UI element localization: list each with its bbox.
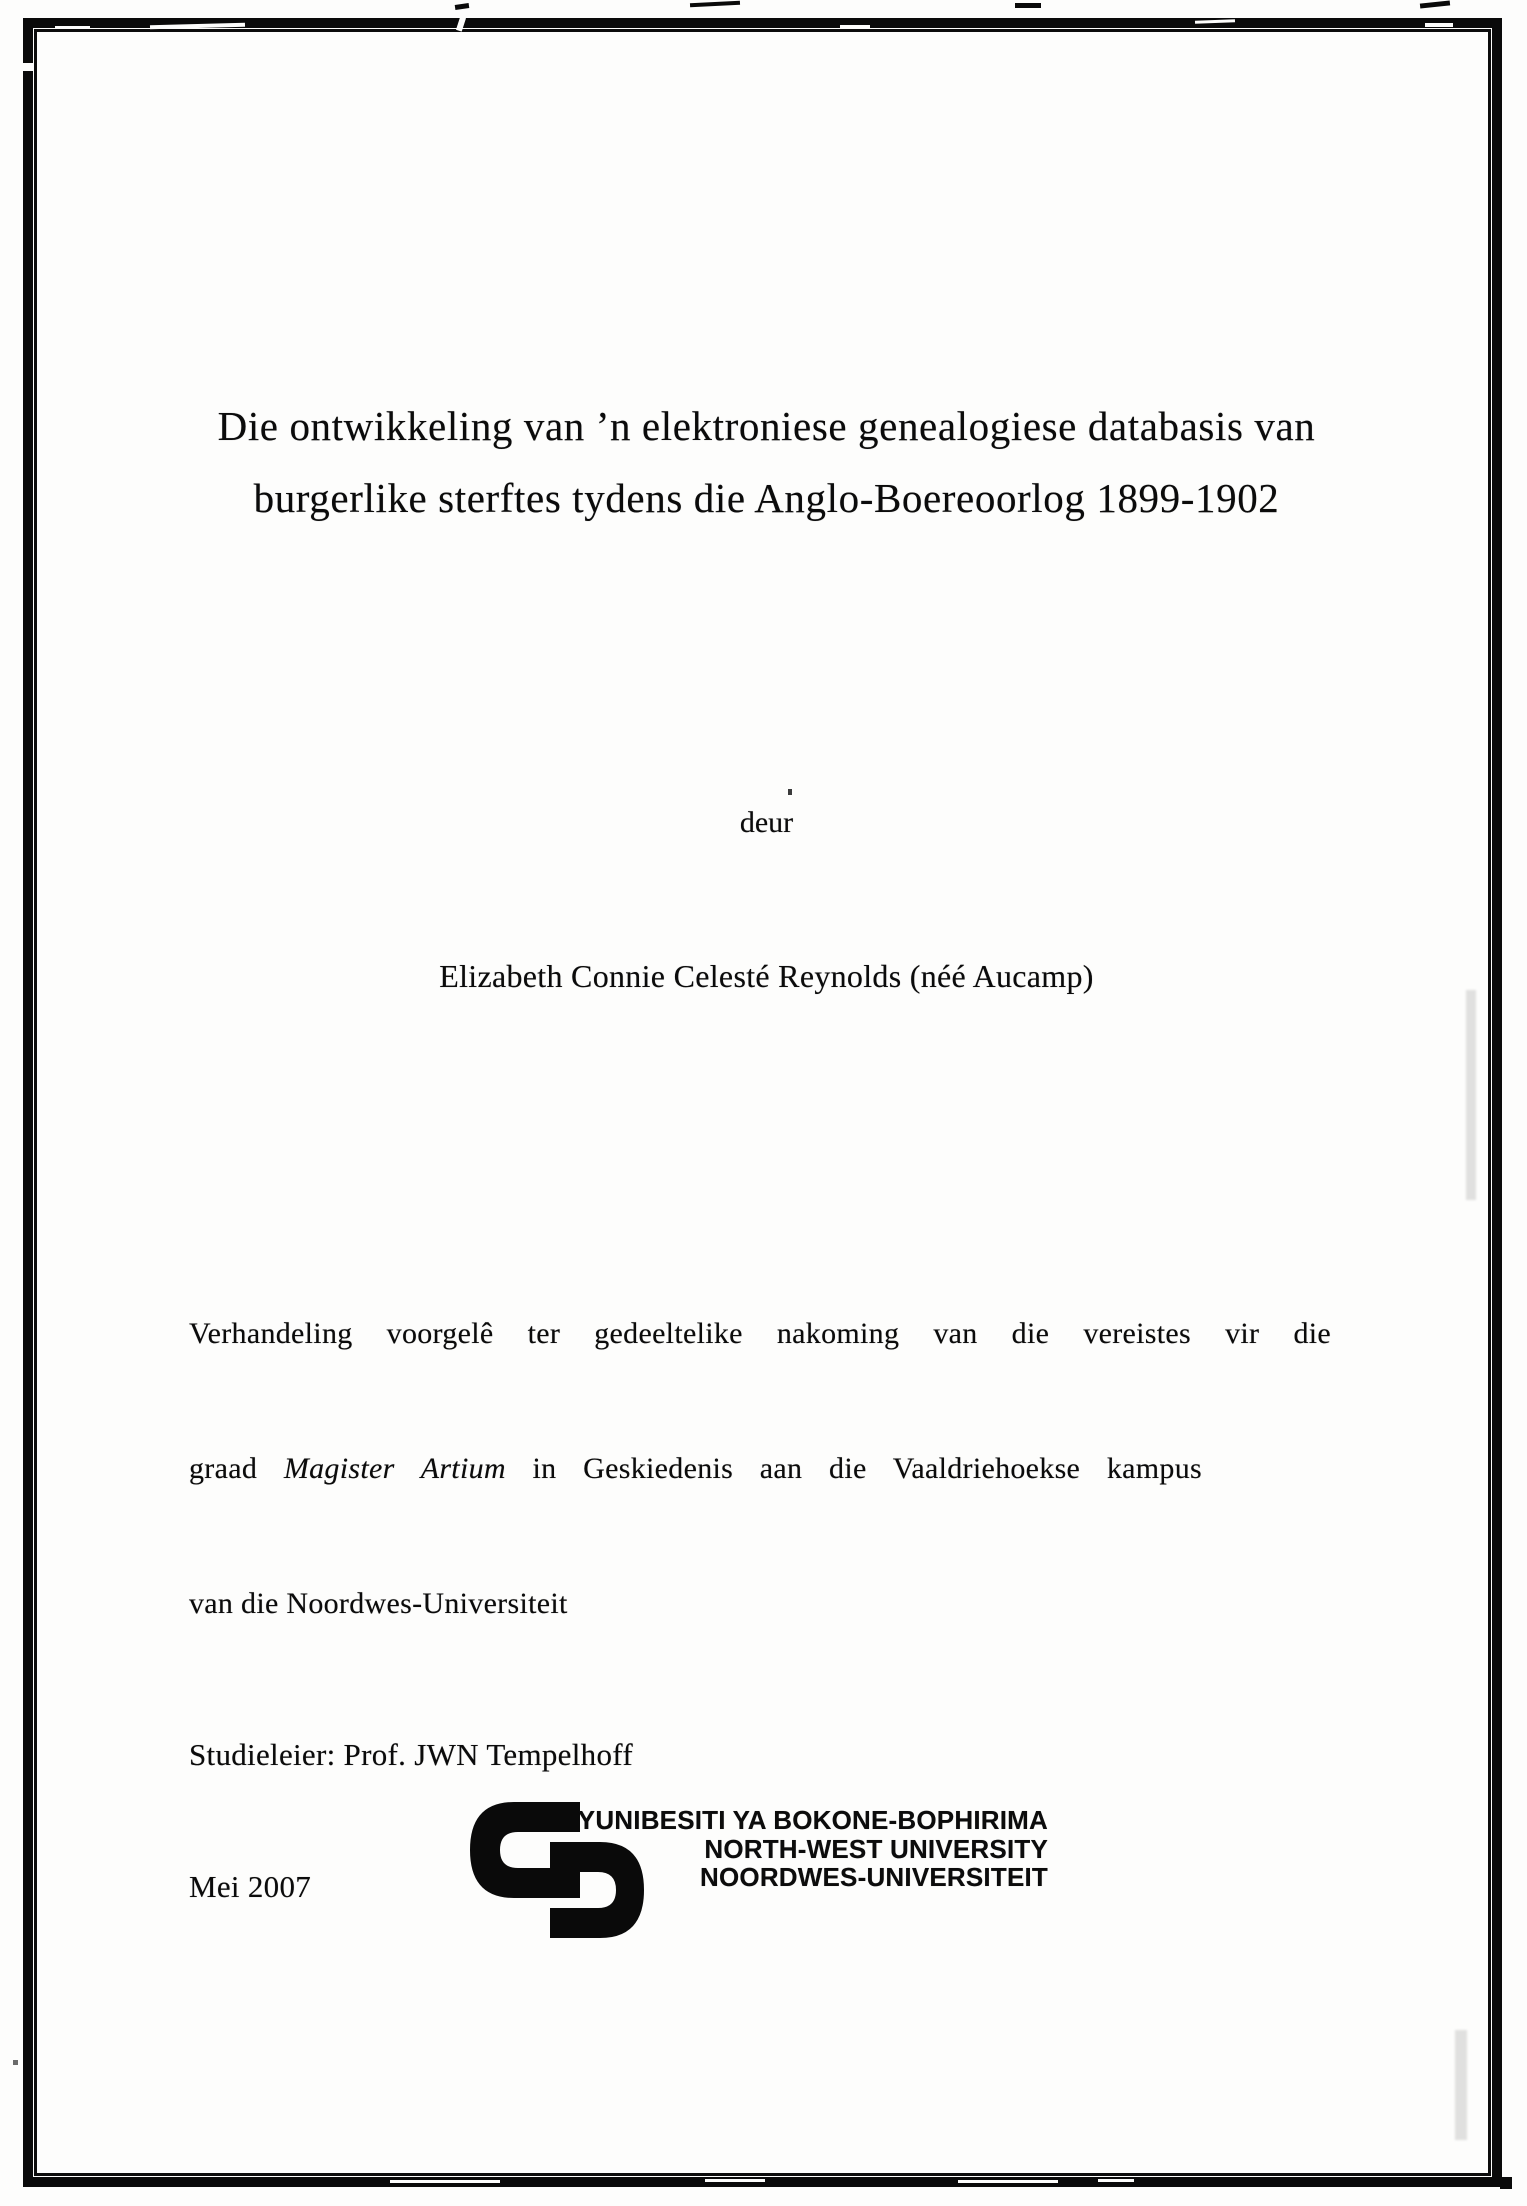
- scan-artifact: [1098, 2179, 1134, 2182]
- scan-artifact: [958, 2180, 1058, 2183]
- scan-artifact: [1466, 990, 1476, 1200]
- scan-artifact: [13, 2060, 18, 2065]
- thesis-statement-line-1: Verhandeling voorgelê ter gedeeltelike nakoming van die vereistes vir die: [189, 1317, 1331, 1350]
- scan-artifact: [23, 63, 33, 71]
- supervisor-label: Studieleier: Prof. JWN Tempelhoff: [189, 1737, 633, 1772]
- scan-artifact: [788, 789, 792, 795]
- scan-artifact: [55, 26, 90, 29]
- date-label: Mei 2007: [189, 1869, 312, 1904]
- scan-artifact: [455, 3, 470, 10]
- scan-artifact: [1500, 2177, 1512, 2189]
- thesis-statement-line-3: van die Noordwes-Universiteit: [189, 1587, 568, 1620]
- statement-line2-degree-italic: Magister Artium: [283, 1452, 506, 1485]
- thesis-statement: [189, 1221, 1331, 1716]
- scan-artifact: [1015, 3, 1041, 8]
- statement-line2-post: in Geskiedenis aan die Vaaldriehoekse kampus: [505, 1452, 1202, 1485]
- scan-artifact: [1455, 2030, 1467, 2140]
- scan-artifact: [390, 2180, 500, 2183]
- byline-label: deur: [739, 806, 794, 839]
- thesis-title-line-1: Die ontwikkeling van ’n elektroniese genealogiese databasis van: [217, 403, 1316, 449]
- logo-line-setswana: YUNIBESITI YA BOKONE-BOPHIRIMA: [577, 1805, 1048, 1835]
- scan-artifact: [1425, 23, 1453, 27]
- scan-artifact: [705, 2179, 765, 2182]
- logo-line-english: NORTH-WEST UNIVERSITY: [704, 1833, 1048, 1864]
- scan-artifact: [690, 1, 740, 8]
- university-logo-wordmark: [578, 1806, 1048, 1892]
- thesis-statement-line-2: [189, 1446, 1202, 1491]
- scan-artifact: [840, 25, 870, 28]
- logo-line-afrikaans: NOORDWES-UNIVERSITEIT: [700, 1862, 1048, 1892]
- statement-line2-pre: graad: [189, 1452, 284, 1485]
- author-name: Elizabeth Connie Celesté Reynolds (néé Aucamp): [439, 958, 1094, 994]
- scan-artifact: [1420, 0, 1450, 8]
- thesis-title-line-2: burgerlike sterftes tydens die Anglo-Boereoorlog 1899-1902: [253, 475, 1280, 521]
